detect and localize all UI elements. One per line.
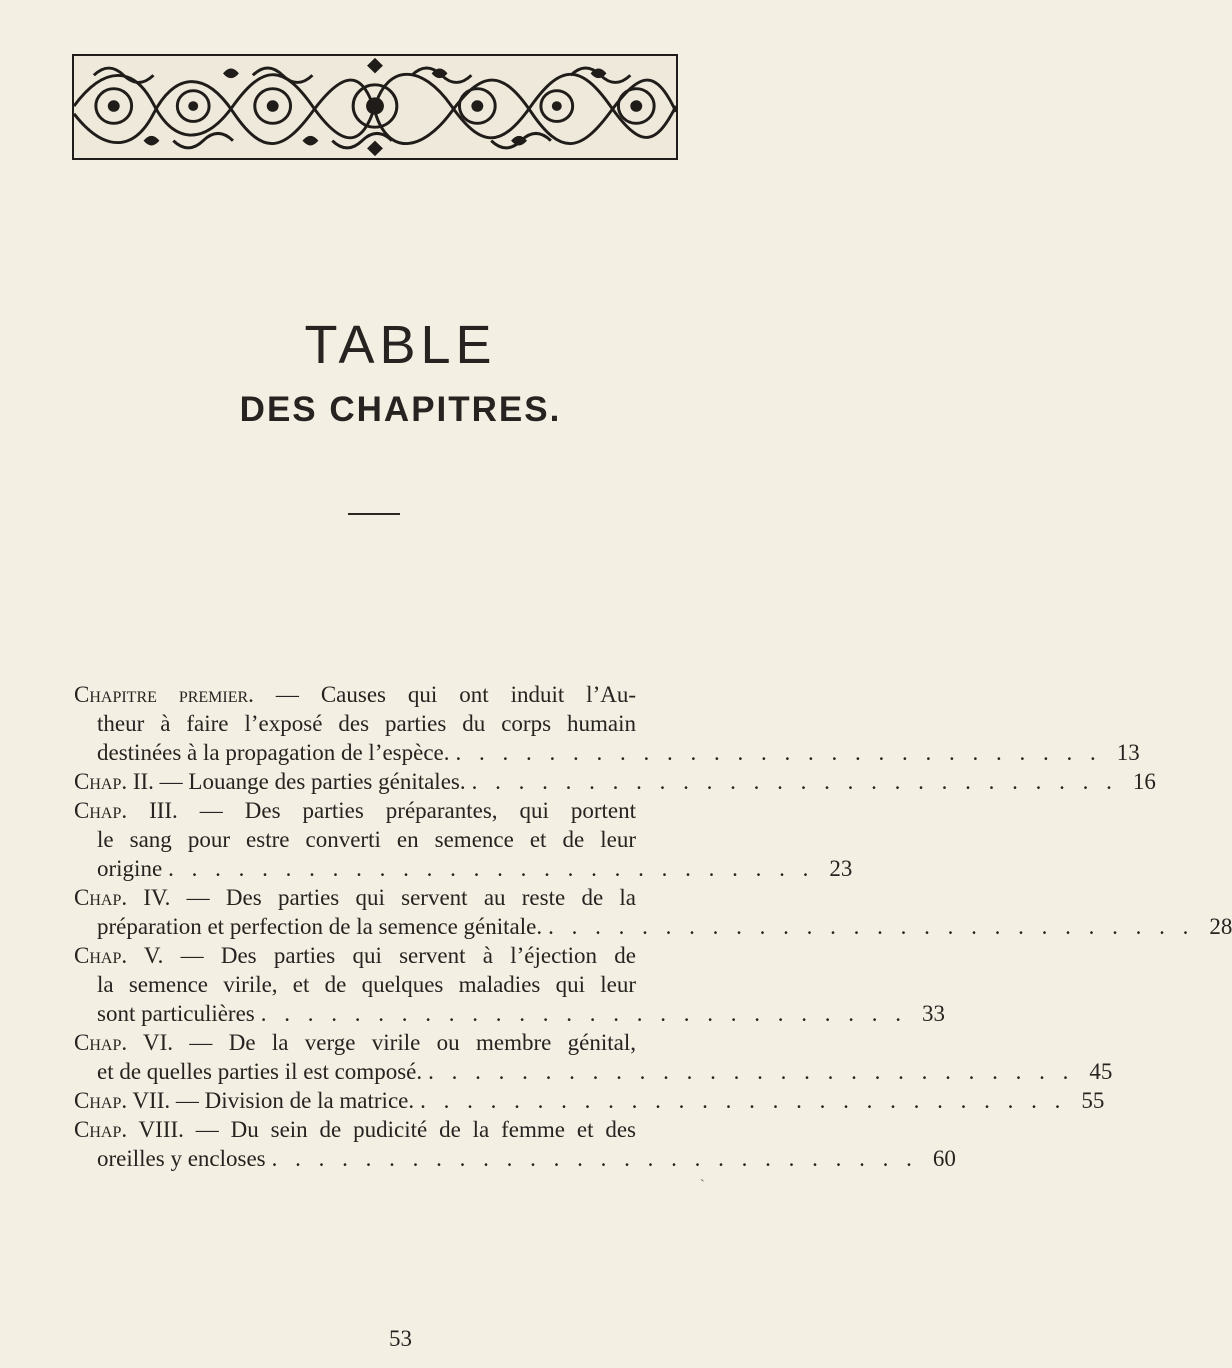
toc-line	[74, 1086, 1105, 1115]
dot-leader: . . . . . . . . . . . . . . . . . . . . . . . . . . . .	[271, 1146, 918, 1171]
toc-line-text	[97, 1144, 266, 1173]
toc-entry	[74, 1028, 1113, 1086]
toc-line-body: — Division de la matrice.	[175, 1088, 415, 1113]
toc-line-body: — Du sein de pudicité de la femme et des	[195, 1117, 636, 1142]
toc-entry	[74, 883, 1232, 941]
toc-page-number: 16	[1132, 769, 1156, 794]
toc-line-body: — Des parties qui servent au reste de la	[186, 885, 637, 910]
toc-line	[74, 796, 636, 825]
toc-line	[74, 1115, 636, 1144]
toc-entry	[74, 680, 1140, 767]
toc-chapter-label: Chap. VI.	[74, 1030, 174, 1055]
toc-entry	[74, 767, 1156, 796]
page-title: TABLE	[304, 315, 497, 375]
toc-page-number: 60	[932, 1146, 956, 1171]
toc-page-number: 55	[1081, 1088, 1105, 1113]
toc-chapter-label: Chapitre premier.	[74, 682, 254, 707]
dot-leader: . . . . . . . . . . . . . . . . . . . . . . . . . . . .	[471, 769, 1118, 794]
toc-page-number: 28	[1209, 914, 1232, 939]
toc-line	[74, 999, 946, 1028]
toc-entry	[74, 796, 853, 883]
toc-line	[74, 883, 636, 912]
toc-line	[74, 738, 1140, 767]
toc-line-body: destinées à la propagation de l’espèce.	[97, 740, 450, 765]
toc-line-text	[74, 767, 466, 796]
toc-line-body: sont particulières	[97, 1001, 255, 1026]
toc-entry	[74, 1086, 1105, 1115]
toc-line-text	[97, 825, 636, 854]
page-number: 53	[389, 1326, 412, 1351]
toc-line-body: origine	[97, 856, 163, 881]
toc-line-body: et de quelles parties il est composé.	[97, 1059, 423, 1084]
toc-chapter-label: Chap. II.	[74, 769, 154, 794]
toc-chapter-label: Chap. IV.	[74, 885, 171, 910]
toc-page-number: 33	[922, 1001, 946, 1026]
toc-line	[74, 970, 636, 999]
toc-line-text	[74, 941, 636, 970]
toc-line-body: theur à faire l’exposé des parties du corps humain	[97, 711, 636, 736]
dot-leader: . . . . . . . . . . . . . . . . . . . . . . . . . . . .	[420, 1088, 1067, 1113]
toc-entry	[74, 941, 946, 1028]
toc-chapter-label: Chap. III.	[74, 798, 178, 823]
margin-mark-icon: ˋ	[700, 1178, 705, 1193]
toc-line-text	[74, 1086, 414, 1115]
toc-line	[74, 709, 636, 738]
toc-line	[74, 1057, 1113, 1086]
toc-line-text	[74, 1028, 636, 1057]
toc-line-body: — De la verge virile ou membre génital,	[189, 1030, 637, 1055]
toc-line-body: — Des parties qui servent à l’éjection de	[180, 943, 637, 968]
toc-chapter-label: Chap. V.	[74, 943, 164, 968]
toc-line-body: le sang pour estre converti en semence et de leur	[97, 827, 636, 852]
dot-leader: . . . . . . . . . . . . . . . . . . . . . . . . . . . .	[428, 1059, 1075, 1084]
toc-line-body: préparation et perfection de la semence génitale.	[97, 914, 543, 939]
toc-page-number: 23	[829, 856, 853, 881]
toc-line-text	[97, 912, 542, 941]
toc-line	[74, 680, 636, 709]
toc-line-text	[97, 709, 636, 738]
page-subtitle: DES CHAPITRES.	[239, 390, 562, 429]
toc-line	[74, 1028, 636, 1057]
toc-line-text	[97, 738, 450, 767]
title-rule	[348, 513, 400, 515]
toc-line-text	[97, 999, 255, 1028]
toc-line-text	[74, 1115, 636, 1144]
dot-leader: . . . . . . . . . . . . . . . . . . . . . . . . . . . .	[260, 1001, 908, 1026]
toc-line-text	[74, 883, 636, 912]
dot-leader: . . . . . . . . . . . . . . . . . . . . . . . . . . . .	[168, 856, 815, 881]
toc-line-body: la semence virile, et de quelques maladies qui leur	[97, 972, 636, 997]
toc-line	[74, 854, 853, 883]
toc-line-text	[97, 970, 636, 999]
toc-line-body: — Causes qui ont induit l’Au-	[275, 682, 636, 707]
toc-chapter-label: Chap. VIII.	[74, 1117, 184, 1142]
toc-line	[74, 941, 636, 970]
toc-line-body: — Louange des parties génitales.	[159, 769, 466, 794]
toc-line-text	[74, 680, 636, 709]
dot-leader: . . . . . . . . . . . . . . . . . . . . . . . . . . . .	[455, 740, 1102, 765]
toc-line	[74, 825, 636, 854]
floral-ornament-icon	[74, 56, 676, 158]
toc-line-text	[97, 1057, 422, 1086]
table-of-contents	[74, 680, 1232, 1173]
toc-page-number: 13	[1116, 740, 1140, 765]
toc-line	[74, 912, 1232, 941]
toc-line	[74, 1144, 956, 1173]
toc-line	[74, 767, 1156, 796]
toc-line-text	[74, 796, 636, 825]
toc-chapter-label: Chap. VII.	[74, 1088, 171, 1113]
toc-page-number: 45	[1089, 1059, 1113, 1084]
toc-entry	[74, 1115, 956, 1173]
ornament-headpiece-icon	[72, 54, 678, 160]
toc-line-body: oreilles y encloses	[97, 1146, 266, 1171]
toc-line-body: — Des parties préparantes, qui portent	[199, 798, 637, 823]
dot-leader: . . . . . . . . . . . . . . . . . . . . . . . . . . . .	[548, 914, 1195, 939]
toc-line-text	[97, 854, 162, 883]
